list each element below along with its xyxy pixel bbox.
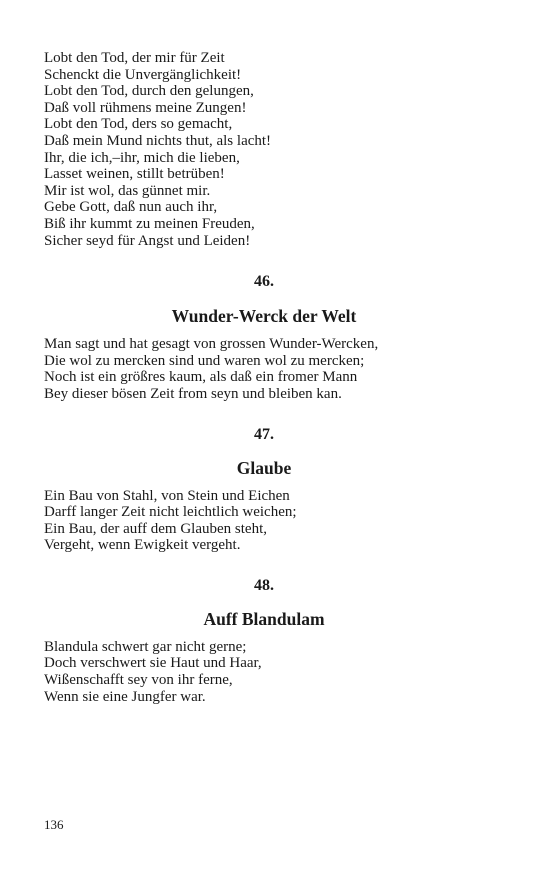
poem-title: Wunder-Werck der Welt — [171, 306, 357, 327]
verse-line: Blandula schwert gar nicht gerne; — [44, 638, 247, 655]
verse-line: Sicher seyd für Angst und Leiden! — [44, 232, 251, 249]
poem-title: Auff Blandulam — [203, 608, 325, 629]
verse-line: Daß mein Mund nichts thut, als lacht! — [44, 132, 272, 149]
verse-line: Bey dieser bösen Zeit from seyn und bleiben kan. — [44, 385, 342, 402]
verse-line: Vergeht, wenn Ewigkeit vergeht. — [44, 537, 241, 554]
poem-stanza — [44, 336, 484, 402]
verse-line: Ein Bau von Stahl, von Stein und Eichen — [44, 487, 290, 504]
verse-line: Ihr, die ich,–ihr, mich die lieben, — [44, 149, 240, 166]
verse-line: Lobt den Tod, der mir für Zeit — [44, 50, 225, 66]
opening-stanza — [44, 50, 484, 249]
poem-number: 46. — [254, 273, 274, 291]
verse-line: Wißenschafft sey von ihr ferne, — [44, 672, 233, 689]
verse-line: Schenckt die Unvergänglichkeit! — [44, 66, 242, 83]
verse-line: Noch ist ein größres kaum, als daß ein fromer Mann — [44, 369, 358, 386]
page-number: 136 — [44, 817, 64, 832]
verse-line: Darff langer Zeit nicht leichtlich weichen; — [44, 504, 297, 521]
verse-line: Die wol zu mercken sind und waren wol zu mercken; — [44, 352, 365, 369]
page-body — [44, 50, 484, 705]
poem-number: 48. — [254, 576, 274, 594]
poem-stanza — [44, 639, 484, 705]
verse-line: Mir ist wol, das günnet mir. — [44, 182, 211, 199]
verse-line: Lasset weinen, stillt betrüben! — [44, 166, 225, 183]
verse-line: Man sagt und hat gesagt von grossen Wunder-Wercken, — [44, 336, 379, 353]
verse-line: Lobt den Tod, ders so gemacht, — [44, 116, 233, 133]
verse-line: Gebe Gott, daß nun auch ihr, — [44, 199, 218, 216]
verse-line: Wenn sie eine Jungfer war. — [44, 688, 206, 705]
verse-line: Ein Bau, der auff dem Glauben steht, — [44, 520, 267, 537]
verse-line: Daß voll rühmens meine Zungen! — [44, 99, 247, 116]
poem-stanza — [44, 488, 484, 554]
poem-title: Glaube — [236, 457, 292, 478]
verse-line: Lobt den Tod, durch den gelungen, — [44, 83, 254, 100]
verse-line: Doch verschwert sie Haut und Haar, — [44, 655, 262, 672]
verse-line: Biß ihr kummt zu meinen Freuden, — [44, 215, 255, 232]
poem-number: 47. — [254, 425, 274, 443]
